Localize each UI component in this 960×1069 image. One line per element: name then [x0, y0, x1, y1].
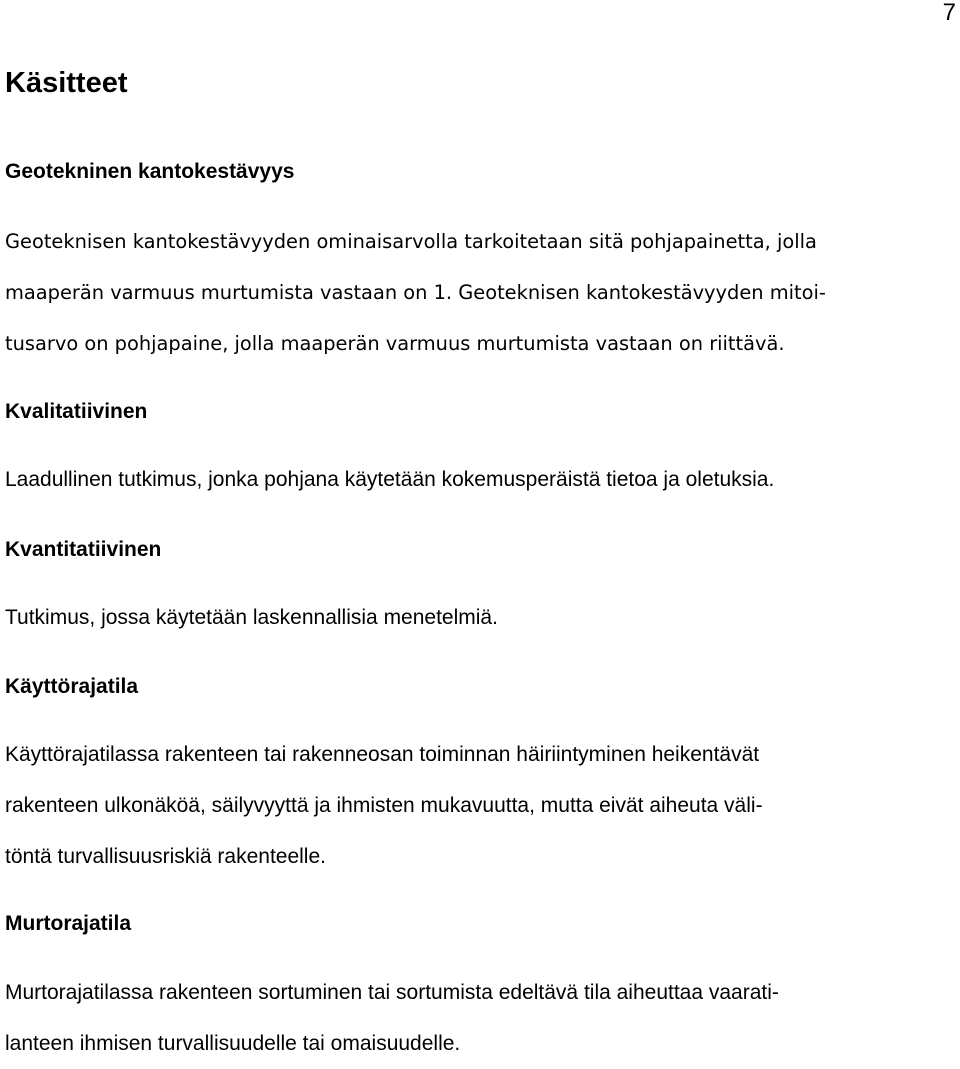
definition-kayttorajatila: Käyttörajatilassa rakenteen tai rakenneosan toiminnan häiriintyminen heikentävät rakenteen ulkonäköä, säilyvyyttä ja ihmisten mukavuutta, mutta eivät aiheuta väli- töntä turvallisuusriskiä rakenteelle.: [5, 743, 763, 868]
definition-geotekninen-kantokestavyys: Geoteknisen kantokestävyyden ominaisarvolla tarkoitetaan sitä pohjapainetta, jolla maaperän varmuus murtumista vastaan on 1. Geoteknisen kantokestävyyden mitoi- tusarvo on pohjapaine, jolla maaperän varmuus murtumista vastaan on riittävä.: [5, 230, 826, 355]
term-kayttorajatila: Käyttörajatila: [5, 675, 139, 698]
page-title: Käsitteet: [5, 67, 128, 99]
page-number: 7: [942, 0, 956, 26]
term-kvantitatiivinen: Kvantitatiivinen: [5, 538, 162, 561]
definition-kvalitatiivinen: Laadullinen tutkimus, jonka pohjana käytetään kokemusperäistä tietoa ja oletuksia.: [5, 468, 775, 491]
definition-murtorajatila: Murtorajatilassa rakenteen sortuminen tai sortumista edeltävä tila aiheuttaa vaarati- lanteen ihmisen turvallisuudelle tai omaisuudelle.: [5, 981, 779, 1055]
definition-kvantitatiivinen: Tutkimus, jossa käytetään laskennallisia menetelmiä.: [5, 606, 498, 629]
term-kvalitatiivinen: Kvalitatiivinen: [5, 400, 148, 423]
term-geotekninen-kantokestavyys: Geotekninen kantokestävyys: [5, 160, 295, 183]
term-murtorajatila: Murtorajatila: [5, 912, 132, 935]
